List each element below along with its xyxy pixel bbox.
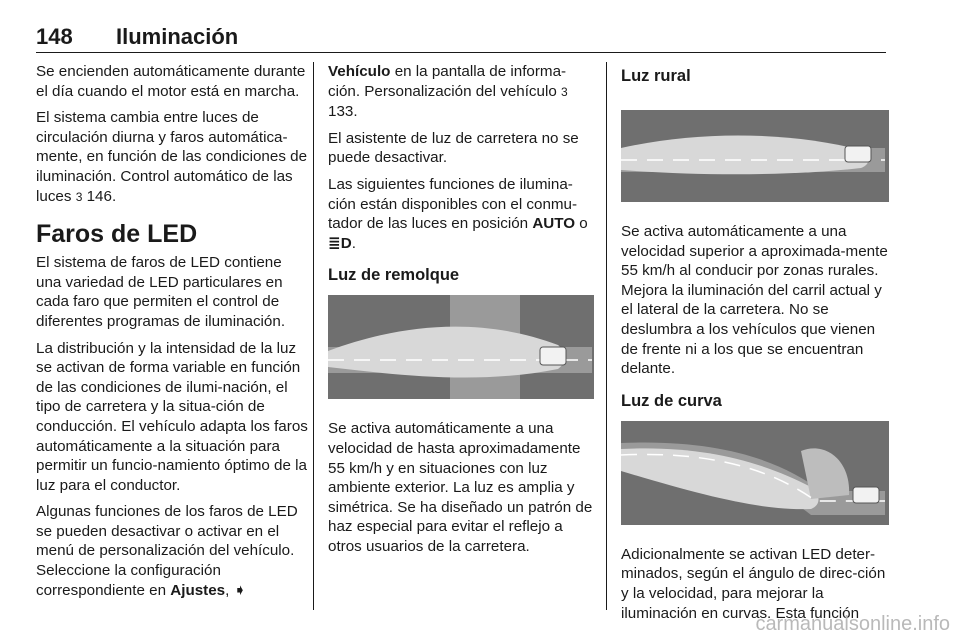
page-header: [36, 22, 886, 53]
section-heading: Luz de curva: [621, 391, 722, 410]
text: .: [351, 234, 356, 252]
column-3: [621, 62, 889, 630]
paragraph: La distribución y la intensidad de la luz se activan de forma variable en función de las condiciones de ilumi-nación, el tipo de carretera y la situa-ción de conducción. El vehículo adapta los faros automáticamente a la situación para permitir un funcio-namiento óptimo de la luz para el conductor.: [36, 339, 308, 494]
section-heading: Luz de remolque: [328, 266, 460, 285]
column-divider: [606, 62, 607, 610]
paragraph: Se encienden automáticamente durante el día cuando el motor está en marcha.: [36, 63, 306, 100]
paragraph: El sistema de faros de LED contiene una variedad de LED particulares en cada faro que permiten el control de diferentes programas de iluminación.: [36, 254, 286, 330]
text: en la pantalla de informa-ción. Personalización del vehículo: [328, 63, 567, 100]
watermark: carmanualsonline.info: [755, 613, 950, 635]
text: .: [111, 187, 117, 205]
column-divider: [313, 62, 314, 610]
page-ref-link[interactable]: 133: [328, 103, 354, 121]
paragraph: El asistente de luz de carretera no se puede desactivar.: [328, 129, 579, 167]
menu-term: Vehículo: [328, 63, 391, 80]
headlight-icon: ≣D: [328, 234, 352, 252]
text: El sistema cambia entre luces de circulación diurna y faros automática-mente, en función de las condiciones de iluminación. Control automático de las luces: [36, 109, 308, 205]
text: Algunas funciones de los faros de LED se pueden desactivar o activar en el menú de personalización del vehículo. Seleccione la configuración correspondiente en: [36, 503, 298, 599]
page-number: 148: [36, 24, 73, 49]
section-heading: Faros de LED: [36, 220, 198, 249]
paragraph: Se activa automáticamente a una velocidad superior a aproximada-mente 55 km/h al conducir por zonas rurales. Mejora la iluminación del carril actual y el lateral de la carretera. No se deslumbra a los vehículos que vienen de frente ni a los que se encuentran delante.: [621, 223, 888, 378]
chapter-title: Iluminación: [116, 24, 239, 49]
text: o: [575, 215, 588, 233]
text: .: [353, 103, 358, 121]
text: Las siguientes funciones de ilumina-ción están disponibles con el conmu-tador de las luces en posición: [328, 175, 578, 233]
page-ref-link[interactable]: 146: [86, 187, 112, 205]
illustration-rural-light: [621, 110, 889, 202]
paragraph: [328, 62, 594, 122]
page-ref-icon: 3: [75, 189, 83, 204]
paragraph: Adicionalmente se activan LED deter-minados, según el ángulo de direc-ción y la velocidad, para mejorar la iluminación en curvas. Esta función: [621, 545, 886, 622]
illustration-curve-light: [621, 421, 889, 525]
menu-term: Ajustes: [170, 581, 226, 599]
paragraph: [36, 502, 308, 600]
text: ,: [225, 581, 234, 599]
illustration-tow-light: [328, 295, 594, 399]
paragraph: [328, 175, 594, 253]
column-1: [36, 62, 308, 607]
paragraph: Se activa automáticamente a una velocidad de hasta aproximadamente 55 km/h y en situaciones con luz ambiente exterior. La luz es amplia y simétrica. Se ha diseñado un patrón de haz especial para evitar el reflejo a otros usuarios de la carretera.: [328, 420, 593, 555]
switch-position: AUTO: [532, 215, 576, 233]
section-heading: Luz rural: [621, 67, 691, 85]
continue-arrow-icon: ➧: [233, 581, 247, 599]
page-ref-icon: 3: [561, 84, 568, 99]
column-2: [328, 62, 594, 564]
paragraph: [36, 108, 308, 207]
